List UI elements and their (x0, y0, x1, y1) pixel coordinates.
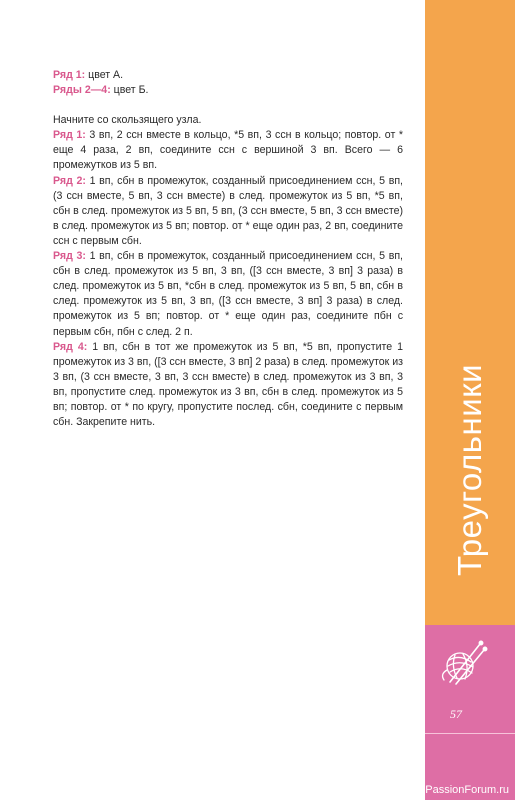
row-label: Ряды 2—4: (53, 84, 111, 97)
page-number: 57 (450, 707, 462, 721)
row-text: цвет Б. (110, 84, 149, 97)
row-3 (53, 249, 403, 340)
row-label: Ряд 4: (53, 340, 88, 353)
row-text: цвет А. (85, 69, 124, 81)
yarn-ball-icon (436, 636, 488, 688)
row-label: Ряд 2: (53, 174, 86, 187)
row-2 (53, 174, 403, 249)
instructions (53, 68, 403, 430)
header-line-color-a (53, 68, 403, 83)
row-text: 1 вп, сбн в тот же промежуток из 5 вп, *5 вп, пропустите 1 промежуток из 3 вп, ([3 ссн вместе, 3 вп] 2 раза) в след. промежуток из 3 вп, (3 ссн вместе, 3 вп, 3 ссн вместе) в след. промежуток из 3 вп, 3 вп, пропустите след. промежуток из 3 вп, сбн в след. промежуток из 5 вп; повтор. от * по кругу, пропустите послед. сбн, соедините с первым сбн. Закрепите нить. (53, 340, 403, 429)
intro-text: Начните со скользящего узла. (53, 114, 202, 127)
row-label: Ряд 1: (53, 69, 86, 81)
row-text: 3 вп, 2 ссн вместе в кольцо, *5 вп, 3 ссн в кольцо; повтор. от * еще 4 раза, 2 вп, соедините ссн с вершиной 3 вп. Всего — 6 промежутков из 5 вп. (53, 129, 403, 172)
watermark: PassionForum.ru (425, 784, 509, 796)
row-4 (53, 340, 403, 431)
row-1 (53, 128, 403, 173)
divider (425, 733, 515, 734)
row-text: 1 вп, сбн в промежуток, созданный присоединением ссн, 5 вп, (3 ссн вместе, 5 вп, 3 ссн вместе) в след. промежуток из 5 вп, *5 вп, сбн в след. промежуток из 5 вп, 5 вп, (3 ссн вместе, 5 вп, 3 ссн вместе) в след. промежуток из 5 вп; повтор. от * еще один раз, 2 вп, соедините ссн с первым сбн. (53, 174, 403, 247)
row-label: Ряд 3: (53, 250, 86, 263)
row-label: Ряд 1: (53, 129, 86, 142)
spacer (53, 98, 403, 113)
header-line-color-b (53, 83, 403, 98)
chapter-title: Треугольники (451, 363, 488, 577)
row-text: 1 вп, сбн в промежуток, созданный присоединением ссн, 5 вп, сбн в след. промежуток из 5 вп, 3 вп, ([3 ссн вместе, 3 вп] 3 раза) в след. промежуток из 5 вп, *сбн в след. промежуток из 5 вп, 5 вп, сбн в след. промежуток из 5 вп, 3 вп, ([3 ссн вместе, 3 вп] 3 раза) в след. промежуток из 5 вп; повтор. от * еще один раз, соедините пбн с первым сбн, пбн с след. 2 п. (53, 250, 403, 338)
